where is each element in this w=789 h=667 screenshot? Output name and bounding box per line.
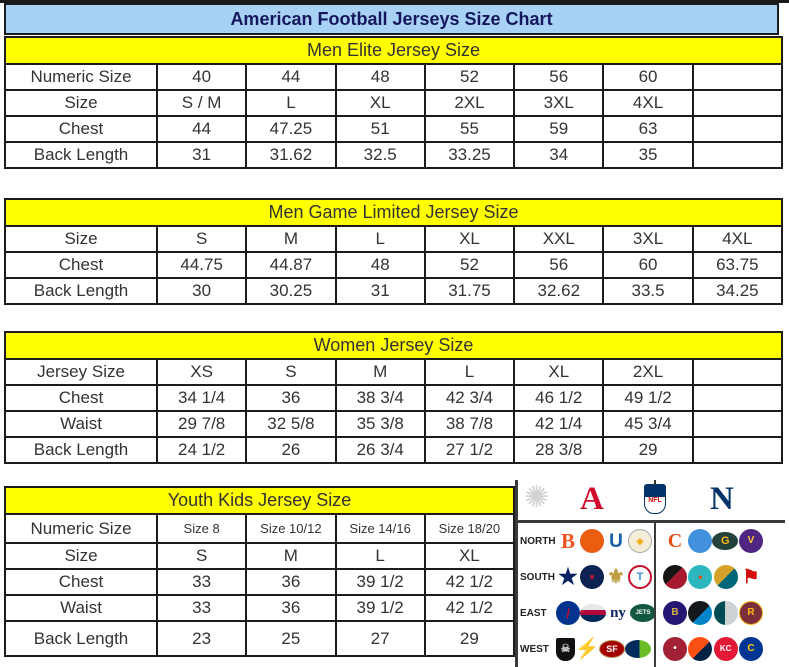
size-cell: 25 xyxy=(246,621,335,656)
row-label: Size xyxy=(5,543,157,569)
size-cell: 4XL xyxy=(603,90,692,116)
logo-packers-icon: G xyxy=(712,532,738,550)
size-cell: M xyxy=(246,226,335,252)
size-cell: 35 xyxy=(603,142,692,168)
logo-jets-icon: JETS xyxy=(630,604,656,622)
size-cell xyxy=(693,90,782,116)
nfc-team-group xyxy=(663,637,763,661)
logo-cardinals-icon: • xyxy=(663,637,687,661)
size-cell: 38 7/8 xyxy=(425,411,514,437)
size-cell: 48 xyxy=(336,252,425,278)
size-table-men-elite xyxy=(4,36,783,169)
logo-titans-icon: T xyxy=(628,565,652,589)
division-rows xyxy=(518,523,785,667)
youth-kids-size-table xyxy=(4,486,515,657)
size-cell: S xyxy=(157,226,246,252)
logo-panthers-icon xyxy=(688,601,712,625)
size-cell xyxy=(693,385,782,411)
size-cell: 4XL xyxy=(693,226,782,252)
size-cell xyxy=(693,411,782,437)
row-label: Chest xyxy=(5,116,157,142)
row-label: Chest xyxy=(5,569,157,595)
size-table-men-game xyxy=(4,198,783,305)
size-cell: Size 10/12 xyxy=(246,514,335,543)
size-cell: 44.75 xyxy=(157,252,246,278)
logo-texans-icon: ▾ xyxy=(580,565,604,589)
logo-broncos-icon xyxy=(688,637,712,661)
size-table-women xyxy=(4,331,783,464)
size-cell: 29 7/8 xyxy=(157,411,246,437)
row-label: Back Length xyxy=(5,278,157,304)
nfl-shield-label: NFL xyxy=(648,497,662,504)
size-cell: M xyxy=(336,359,425,385)
size-cell: 29 xyxy=(425,621,514,656)
logo-rams-icon: C xyxy=(739,637,763,661)
logo-49ers-icon: SF xyxy=(599,640,625,658)
row-label: Back Length xyxy=(5,437,157,463)
size-cell: 3XL xyxy=(603,226,692,252)
size-cell: 31.62 xyxy=(246,142,335,168)
size-cell: 63.75 xyxy=(693,252,782,278)
logo-bengals-icon: B xyxy=(560,528,575,553)
afc-team-group xyxy=(556,529,651,553)
nfc-team-group xyxy=(663,529,763,553)
size-cell xyxy=(693,437,782,463)
size-cell: 32.62 xyxy=(514,278,603,304)
size-cell: 26 xyxy=(246,437,335,463)
division-label: EAST xyxy=(520,607,547,619)
size-cell: 34 1/4 xyxy=(157,385,246,411)
logo-browns-icon xyxy=(580,529,604,553)
size-cell: 44.87 xyxy=(246,252,335,278)
row-label: Back Length xyxy=(5,621,157,656)
size-cell: 56 xyxy=(514,64,603,90)
size-cell: 34.25 xyxy=(693,278,782,304)
size-cell xyxy=(693,116,782,142)
size-cell: 42 1/2 xyxy=(425,595,514,621)
row-label: Jersey Size xyxy=(5,359,157,385)
size-cell: 3XL xyxy=(514,90,603,116)
row-label: Numeric Size xyxy=(5,64,157,90)
logo-buccaneers-icon: ⚑ xyxy=(742,566,760,588)
size-cell: Size 14/16 xyxy=(336,514,425,543)
size-cell: 46 1/2 xyxy=(514,385,603,411)
table-header-women: Women Jersey Size xyxy=(5,332,782,359)
size-cell: XL xyxy=(514,359,603,385)
size-cell: XS xyxy=(157,359,246,385)
division-row-east xyxy=(518,595,785,631)
logo-bills-icon: / xyxy=(556,601,580,625)
size-cell: 27 xyxy=(336,621,425,656)
size-cell: 51 xyxy=(336,116,425,142)
size-cell: 40 xyxy=(157,64,246,90)
size-cell: Size 8 xyxy=(157,514,246,543)
size-cell: 23 xyxy=(157,621,246,656)
size-cell: 60 xyxy=(603,252,692,278)
size-cell: 31 xyxy=(157,142,246,168)
size-cell: 44 xyxy=(246,64,335,90)
afc-team-group xyxy=(556,601,651,625)
size-cell: 26 3/4 xyxy=(336,437,425,463)
table-header-men-elite: Men Elite Jersey Size xyxy=(5,37,782,64)
size-cell: M xyxy=(246,543,335,569)
size-cell: 2XL xyxy=(603,359,692,385)
afc-logo-icon: A xyxy=(580,481,604,517)
size-cell: 28 3/8 xyxy=(514,437,603,463)
logo-seahawks-icon xyxy=(625,640,651,658)
size-cell: 27 1/2 xyxy=(425,437,514,463)
size-cell: 59 xyxy=(514,116,603,142)
men-game-size-table xyxy=(4,198,783,305)
row-label: Numeric Size xyxy=(5,514,157,543)
logo-raiders-icon: ☠ xyxy=(556,638,575,661)
nfc-team-group xyxy=(663,565,763,589)
page-title: American Football Jerseys Size Chart xyxy=(4,3,779,35)
size-cell: 24 1/2 xyxy=(157,437,246,463)
size-cell: S xyxy=(157,543,246,569)
logo-redskins-icon: R xyxy=(739,601,763,625)
size-cell xyxy=(693,142,782,168)
size-cell: 52 xyxy=(425,64,514,90)
size-cell: 45 3/4 xyxy=(603,411,692,437)
row-label: Back Length xyxy=(5,142,157,168)
size-cell: 36 xyxy=(246,385,335,411)
logo-giants-icon: ny xyxy=(610,604,626,621)
nfc-logo-icon: N xyxy=(710,481,734,517)
division-row-north xyxy=(518,523,785,559)
size-cell: XL xyxy=(336,90,425,116)
starburst-icon: ✺ xyxy=(524,481,550,514)
women-size-table xyxy=(4,331,783,464)
size-cell: 36 xyxy=(246,569,335,595)
size-cell: 55 xyxy=(425,116,514,142)
size-cell: 52 xyxy=(425,252,514,278)
logo-ravens-icon: B xyxy=(663,601,687,625)
size-cell: 39 1/2 xyxy=(336,569,425,595)
logo-saints-icon: ⚜ xyxy=(607,566,625,588)
division-row-west xyxy=(518,631,785,667)
row-label: Waist xyxy=(5,595,157,621)
size-cell: 2XL xyxy=(425,90,514,116)
size-cell: 31 xyxy=(336,278,425,304)
logo-patriots-icon xyxy=(580,604,606,622)
size-cell: 34 xyxy=(514,142,603,168)
nfl-teams-panel xyxy=(515,480,785,667)
logo-steelers-icon: ◆ xyxy=(628,529,652,553)
size-cell xyxy=(693,359,782,385)
size-cell: 44 xyxy=(157,116,246,142)
size-cell xyxy=(693,64,782,90)
logo-eagles-icon xyxy=(714,601,738,625)
row-label: Size xyxy=(5,226,157,252)
size-cell: 42 1/2 xyxy=(425,569,514,595)
size-table-youth xyxy=(4,486,515,657)
size-cell: XXL xyxy=(514,226,603,252)
row-label: Chest xyxy=(5,252,157,278)
nfc-team-group xyxy=(663,601,763,625)
size-cell: 56 xyxy=(514,252,603,278)
size-cell: L xyxy=(336,543,425,569)
conference-divider-line xyxy=(654,523,656,667)
size-cell: 39 1/2 xyxy=(336,595,425,621)
division-label: NORTH xyxy=(520,535,556,547)
size-cell: 49 1/2 xyxy=(603,385,692,411)
size-cell: 36 xyxy=(246,595,335,621)
size-cell: 35 3/8 xyxy=(336,411,425,437)
size-cell: 42 3/4 xyxy=(425,385,514,411)
table-header-youth: Youth Kids Jersey Size xyxy=(5,487,514,514)
size-cell: XL xyxy=(425,543,514,569)
size-cell: S xyxy=(246,359,335,385)
size-cell: 30.25 xyxy=(246,278,335,304)
size-cell: 47.25 xyxy=(246,116,335,142)
size-cell: 32 5/8 xyxy=(246,411,335,437)
logo-dolphins-icon: • xyxy=(688,565,712,589)
division-label: WEST xyxy=(520,643,549,655)
size-cell: S / M xyxy=(157,90,246,116)
size-cell: 48 xyxy=(336,64,425,90)
conference-header xyxy=(518,480,785,523)
division-row-south xyxy=(518,559,785,595)
table-header-men-game: Men Game Limited Jersey Size xyxy=(5,199,782,226)
size-cell: 33 xyxy=(157,569,246,595)
logo-chiefs-icon: KC xyxy=(714,637,738,661)
size-cell: 33 xyxy=(157,595,246,621)
size-cell: L xyxy=(425,359,514,385)
size-cell: 33.5 xyxy=(603,278,692,304)
row-label: Waist xyxy=(5,411,157,437)
logo-chargers-icon: ⚡ xyxy=(574,638,600,660)
size-cell: L xyxy=(246,90,335,116)
logo-falcons-icon xyxy=(663,565,687,589)
size-cell: 30 xyxy=(157,278,246,304)
logo-vikings-icon: V xyxy=(739,529,763,553)
size-cell: 33.25 xyxy=(425,142,514,168)
size-cell: XL xyxy=(425,226,514,252)
size-cell: 63 xyxy=(603,116,692,142)
logo-colts-icon: U xyxy=(609,530,623,552)
row-label: Size xyxy=(5,90,157,116)
size-cell: L xyxy=(336,226,425,252)
size-cell: 31.75 xyxy=(425,278,514,304)
size-cell: 29 xyxy=(603,437,692,463)
size-cell: 42 1/4 xyxy=(514,411,603,437)
afc-team-group xyxy=(556,565,651,589)
logo-bears-icon: C xyxy=(667,530,683,552)
afc-team-group xyxy=(556,637,651,661)
logo-jaguars-icon xyxy=(714,565,738,589)
size-cell: Size 18/20 xyxy=(425,514,514,543)
row-label: Chest xyxy=(5,385,157,411)
division-label: SOUTH xyxy=(520,571,555,583)
size-cell: 32.5 xyxy=(336,142,425,168)
size-cell: 38 3/4 xyxy=(336,385,425,411)
logo-cowboys-icon: ★ xyxy=(558,564,578,589)
size-cell: 60 xyxy=(603,64,692,90)
nfl-shield-stem xyxy=(654,480,656,485)
logo-lions-icon xyxy=(688,529,712,553)
men-elite-size-table xyxy=(4,36,783,169)
